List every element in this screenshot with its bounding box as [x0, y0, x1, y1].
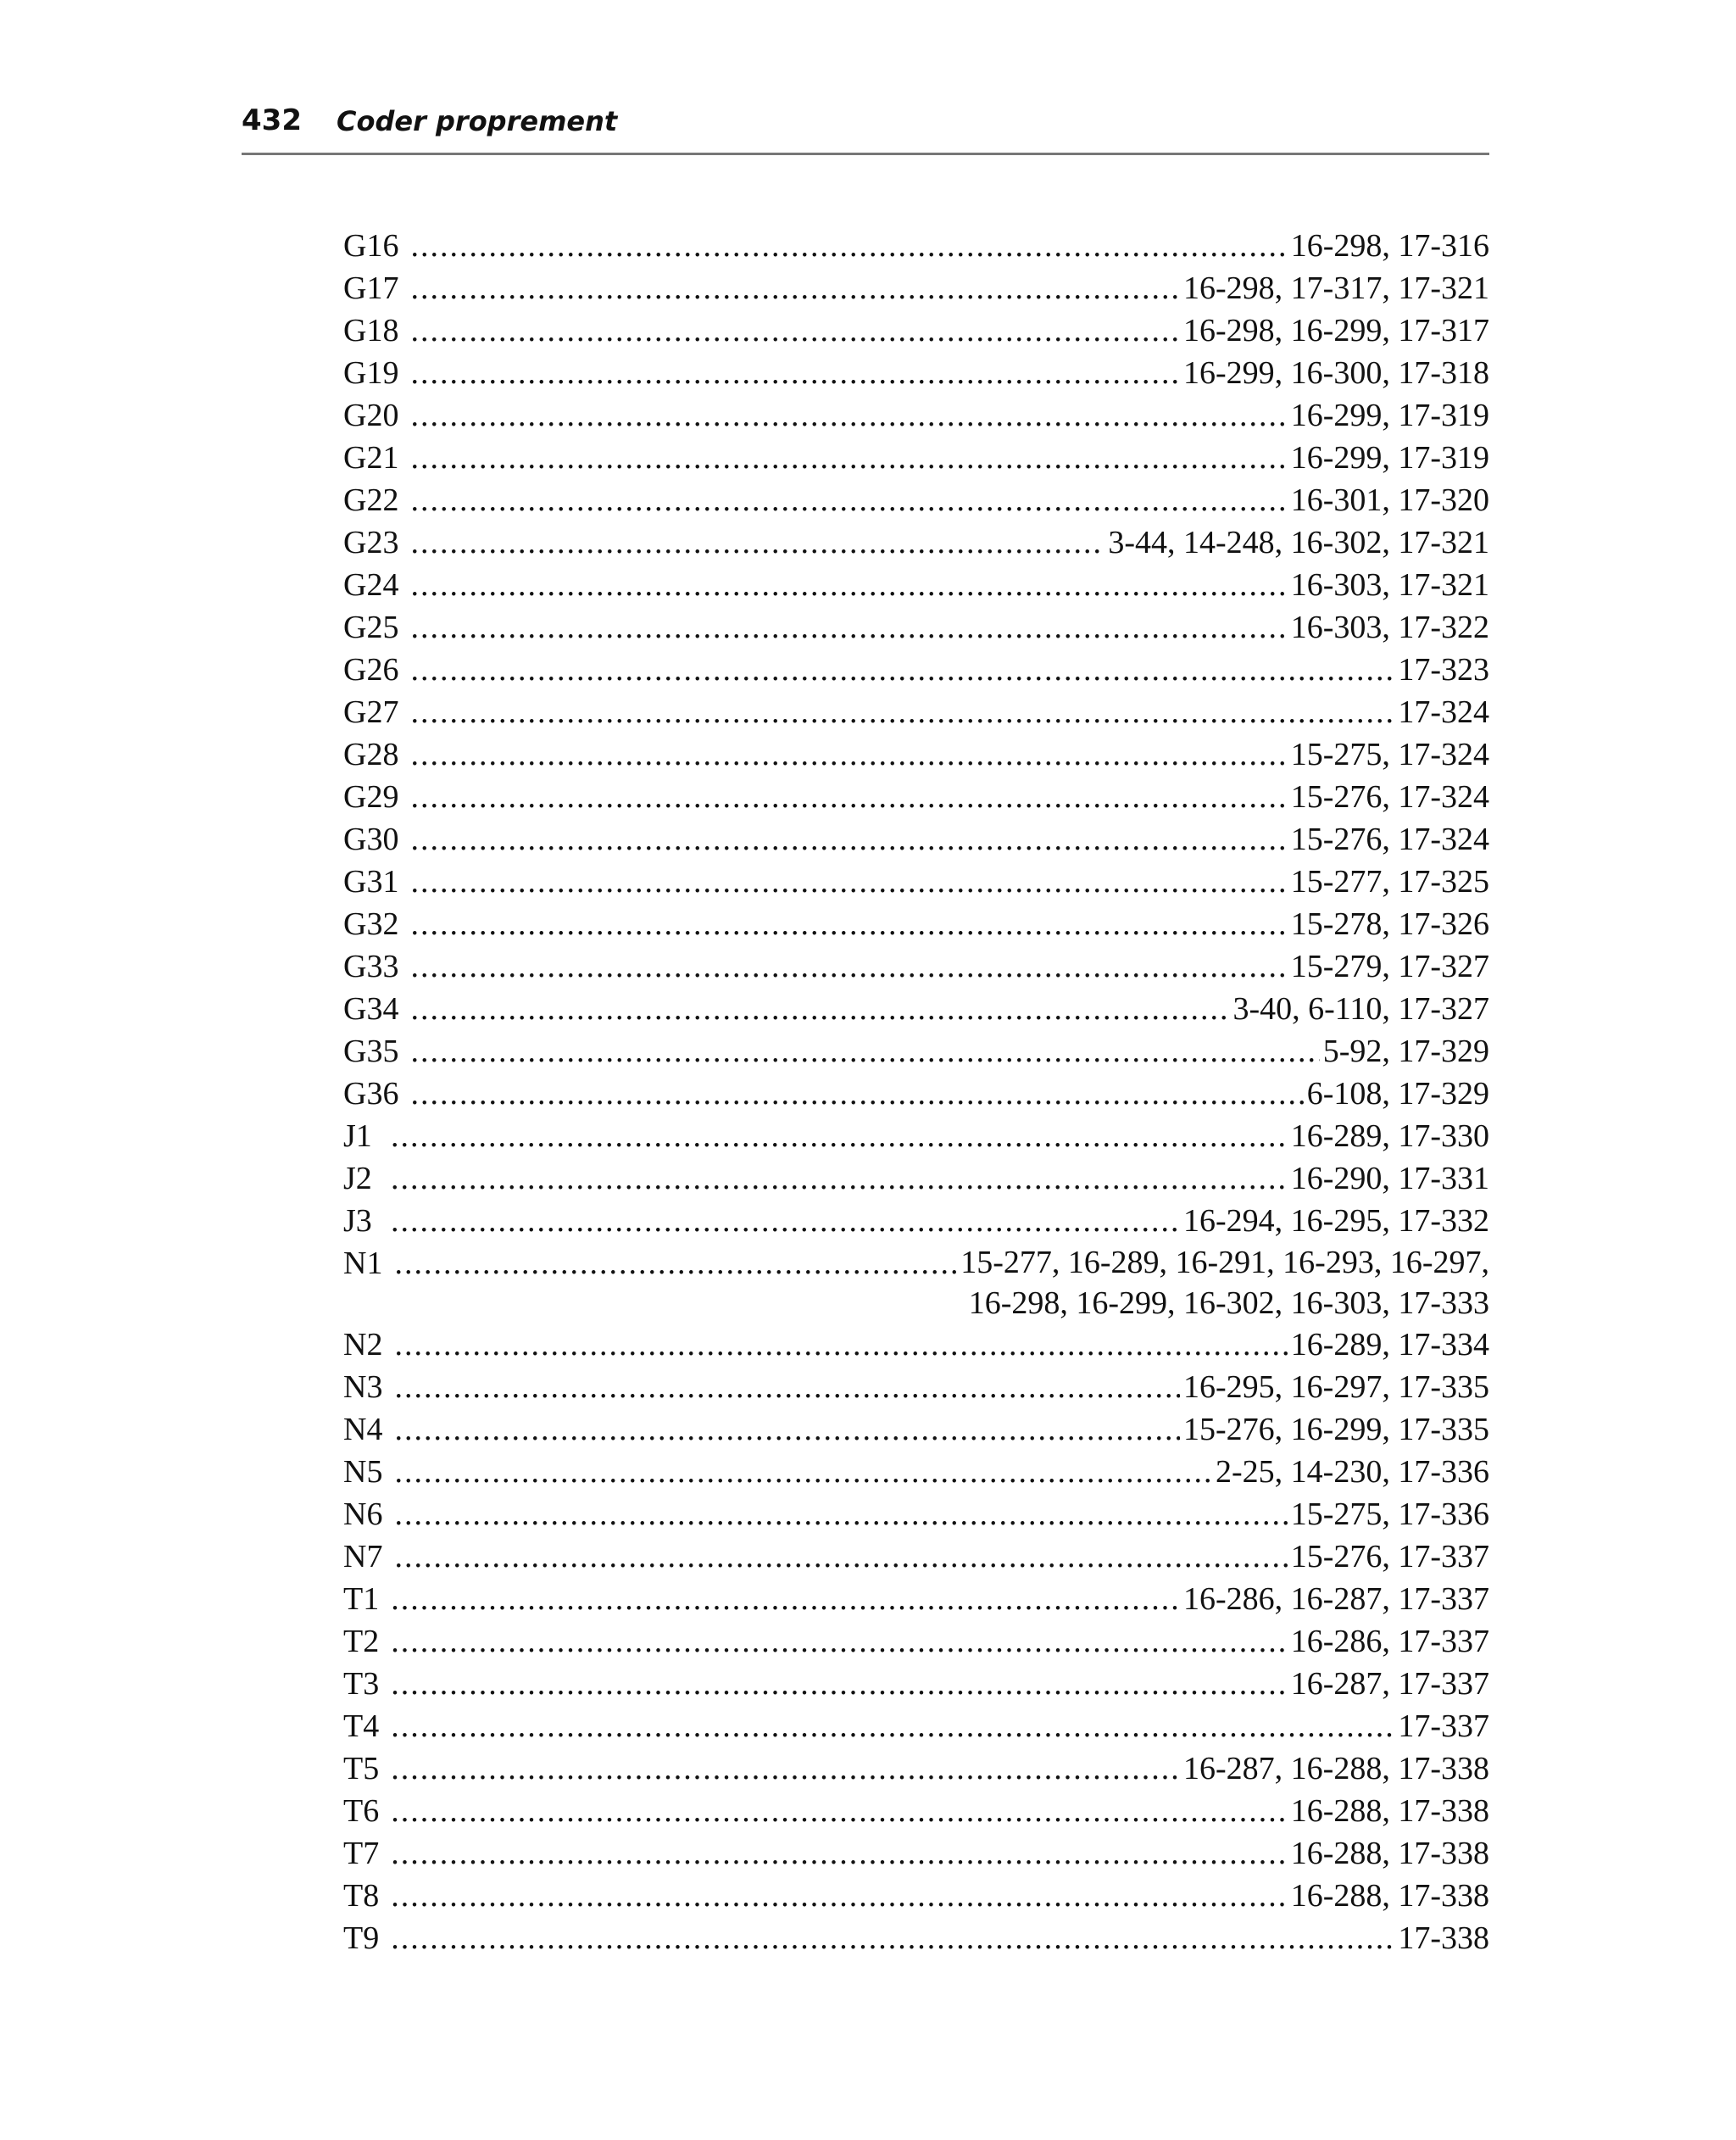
entry-key: T5 — [343, 1751, 380, 1786]
index-entry — [343, 649, 1489, 691]
index-entry — [343, 1073, 1489, 1115]
entry-key: G28 — [343, 737, 399, 772]
entry-key: G18 — [343, 313, 399, 348]
index-entry — [343, 691, 1489, 733]
entry-key: T3 — [343, 1666, 380, 1702]
dot-leader — [391, 1790, 1287, 1832]
index-entry — [343, 1620, 1489, 1663]
index-entry — [343, 776, 1489, 818]
index-entry — [343, 1705, 1489, 1747]
index-entry — [343, 945, 1489, 988]
entry-pages: 15-277, 17-325 — [1290, 864, 1489, 900]
entry-key: T1 — [343, 1581, 380, 1617]
index-entry — [343, 733, 1489, 776]
entry-pages: 16-298, 17-317, 17-321 — [1183, 270, 1489, 306]
dot-leader — [410, 861, 1287, 903]
entry-pages: 16-301, 17-320 — [1290, 482, 1489, 518]
dot-leader — [410, 352, 1180, 394]
index-entry — [343, 1493, 1489, 1535]
entry-key: G34 — [343, 991, 399, 1027]
index-entry — [343, 1324, 1489, 1366]
entry-pages: 17-337 — [1398, 1708, 1489, 1744]
page-number: 432 — [242, 103, 302, 137]
entry-key: N7 — [343, 1539, 383, 1574]
entry-pages: 16-299, 17-319 — [1290, 440, 1489, 476]
dot-leader — [410, 818, 1287, 861]
dot-leader — [410, 988, 1229, 1030]
dot-leader — [391, 1157, 1288, 1200]
dot-leader — [394, 1366, 1180, 1408]
dot-leader — [410, 691, 1394, 733]
dot-leader — [410, 945, 1287, 988]
dot-leader — [391, 1663, 1287, 1705]
entry-pages: 16-288, 17-338 — [1290, 1793, 1489, 1829]
index-entry — [343, 1663, 1489, 1705]
entry-key: G26 — [343, 652, 399, 688]
index-entry — [343, 1242, 1489, 1324]
entry-key: G36 — [343, 1076, 399, 1112]
index-entry — [343, 479, 1489, 521]
entry-key: N1 — [343, 1246, 383, 1281]
entry-pages-line: 15-277, 16-289, 16-291, 16-293, 16-297, — [960, 1245, 1489, 1280]
dot-leader — [394, 1493, 1287, 1535]
dot-leader — [410, 479, 1287, 521]
dot-leader — [391, 1917, 1394, 1959]
entry-pages: 2-25, 14-230, 17-336 — [1216, 1454, 1489, 1490]
dot-leader — [391, 1705, 1394, 1747]
index-entry — [343, 1451, 1489, 1493]
entry-key: G30 — [343, 822, 399, 857]
index-entry — [343, 1200, 1489, 1242]
entry-pages: 15-276, 17-324 — [1290, 779, 1489, 815]
entry-key: T9 — [343, 1920, 380, 1956]
entry-key: T2 — [343, 1624, 380, 1659]
index-entry — [343, 1535, 1489, 1578]
entry-key: N2 — [343, 1327, 383, 1363]
index-entry — [343, 903, 1489, 945]
entry-key: T7 — [343, 1836, 380, 1871]
index-entry — [343, 1790, 1489, 1832]
page-header — [242, 100, 1489, 155]
entry-pages: 15-279, 17-327 — [1290, 949, 1489, 984]
dot-leader — [410, 776, 1287, 818]
dot-leader — [410, 267, 1180, 309]
dot-leader — [410, 309, 1180, 352]
entry-key: N5 — [343, 1454, 383, 1490]
entry-pages: 16-303, 17-321 — [1290, 567, 1489, 603]
entry-pages-line: 16-298, 16-299, 16-302, 16-303, 17-333 — [968, 1285, 1489, 1321]
index-entry — [343, 1408, 1489, 1451]
index-entry — [343, 606, 1489, 649]
entry-pages: 5-92, 17-329 — [1322, 1034, 1489, 1069]
dot-leader — [410, 649, 1394, 691]
entry-key: J2 — [343, 1161, 372, 1196]
running-title: Coder proprement — [337, 105, 618, 137]
index-entry — [343, 1366, 1489, 1408]
entry-key: G31 — [343, 864, 399, 900]
dot-leader — [410, 903, 1287, 945]
dot-leader — [391, 1578, 1180, 1620]
index-entry — [343, 818, 1489, 861]
dot-leader — [394, 1408, 1180, 1451]
index-entry — [343, 352, 1489, 394]
dot-leader — [391, 1875, 1287, 1917]
entry-pages: 16-289, 17-334 — [1290, 1327, 1489, 1363]
dot-leader — [410, 733, 1287, 776]
dot-leader — [410, 564, 1287, 606]
entry-pages: 16-286, 16-287, 17-337 — [1183, 1581, 1489, 1617]
entry-pages: 3-44, 14-248, 16-302, 17-321 — [1108, 525, 1489, 560]
entry-pages: 16-287, 17-337 — [1290, 1666, 1489, 1702]
entry-key: G25 — [343, 610, 399, 645]
entry-pages: 15-276, 17-337 — [1290, 1539, 1489, 1574]
index-entry — [343, 1030, 1489, 1073]
entry-pages: 6-108, 17-329 — [1306, 1076, 1489, 1112]
entry-key: J1 — [343, 1118, 372, 1154]
index-entry — [343, 1578, 1489, 1620]
entry-pages: 16-288, 17-338 — [1290, 1836, 1489, 1871]
entry-key: G33 — [343, 949, 399, 984]
entry-key: G22 — [343, 482, 399, 518]
entry-pages: 15-276, 17-324 — [1290, 822, 1489, 857]
entry-pages: 15-275, 17-336 — [1290, 1496, 1489, 1532]
dot-leader — [391, 1747, 1180, 1790]
dot-leader — [391, 1620, 1287, 1663]
entry-pages: 16-287, 16-288, 17-338 — [1183, 1751, 1489, 1786]
index-entry — [343, 225, 1489, 267]
dot-leader — [410, 606, 1287, 649]
entry-pages: 16-289, 17-330 — [1290, 1118, 1489, 1154]
entry-key: G35 — [343, 1034, 399, 1069]
dot-leader — [391, 1832, 1287, 1875]
dot-leader — [410, 394, 1287, 437]
entry-pages: 16-299, 16-300, 17-318 — [1183, 355, 1489, 391]
index-list — [343, 225, 1489, 1959]
entry-key: G23 — [343, 525, 399, 560]
entry-key: T6 — [343, 1793, 380, 1829]
entry-pages: 16-290, 17-331 — [1290, 1161, 1489, 1196]
dot-leader — [410, 225, 1287, 267]
entry-pages: 15-278, 17-326 — [1290, 906, 1489, 942]
dot-leader — [410, 1030, 1319, 1073]
entry-pages: 16-295, 16-297, 17-335 — [1183, 1369, 1489, 1405]
dot-leader — [394, 1242, 957, 1285]
entry-key: G19 — [343, 355, 399, 391]
entry-key: J3 — [343, 1203, 372, 1239]
dot-leader — [394, 1451, 1212, 1493]
index-entry — [343, 1157, 1489, 1200]
dot-leader — [391, 1115, 1288, 1157]
index-entry — [343, 309, 1489, 352]
index-entry — [343, 1115, 1489, 1157]
entry-pages: 16-298, 17-316 — [1290, 228, 1489, 264]
entry-key: N6 — [343, 1496, 383, 1532]
entry-pages: 15-276, 16-299, 17-335 — [1183, 1412, 1489, 1447]
entry-key: G21 — [343, 440, 399, 476]
entry-pages: 16-298, 16-299, 17-317 — [1183, 313, 1489, 348]
dot-leader — [410, 1073, 1303, 1115]
entry-pages — [960, 1242, 1489, 1324]
index-entry — [343, 988, 1489, 1030]
entry-pages: 16-303, 17-322 — [1290, 610, 1489, 645]
entry-key: G29 — [343, 779, 399, 815]
entry-key: T4 — [343, 1708, 380, 1744]
index-entry — [343, 394, 1489, 437]
entry-pages: 17-338 — [1398, 1920, 1489, 1956]
entry-key: G24 — [343, 567, 399, 603]
entry-pages: 17-323 — [1398, 652, 1489, 688]
entry-pages: 17-324 — [1398, 694, 1489, 730]
entry-pages: 16-294, 16-295, 17-332 — [1183, 1203, 1489, 1239]
entry-key: N4 — [343, 1412, 383, 1447]
entry-key: T8 — [343, 1878, 380, 1914]
entry-pages: 15-275, 17-324 — [1290, 737, 1489, 772]
index-entry — [343, 1832, 1489, 1875]
dot-leader — [410, 437, 1287, 479]
index-entry — [343, 564, 1489, 606]
entry-key: N3 — [343, 1369, 383, 1405]
index-entry — [343, 1917, 1489, 1959]
entry-key: G32 — [343, 906, 399, 942]
dot-leader — [391, 1200, 1180, 1242]
entry-key: G27 — [343, 694, 399, 730]
index-entry — [343, 1747, 1489, 1790]
dot-leader — [394, 1324, 1287, 1366]
entry-key: G17 — [343, 270, 399, 306]
index-entry — [343, 267, 1489, 309]
index-entry — [343, 1875, 1489, 1917]
dot-leader — [394, 1535, 1287, 1578]
entry-pages: 3-40, 6-110, 17-327 — [1232, 991, 1489, 1027]
entry-key: G20 — [343, 398, 399, 433]
dot-leader — [410, 521, 1104, 564]
entry-pages: 16-286, 17-337 — [1290, 1624, 1489, 1659]
entry-pages: 16-299, 17-319 — [1290, 398, 1489, 433]
index-entry — [343, 437, 1489, 479]
entry-pages: 16-288, 17-338 — [1290, 1878, 1489, 1914]
index-entry — [343, 521, 1489, 564]
entry-key: G16 — [343, 228, 399, 264]
index-entry — [343, 861, 1489, 903]
